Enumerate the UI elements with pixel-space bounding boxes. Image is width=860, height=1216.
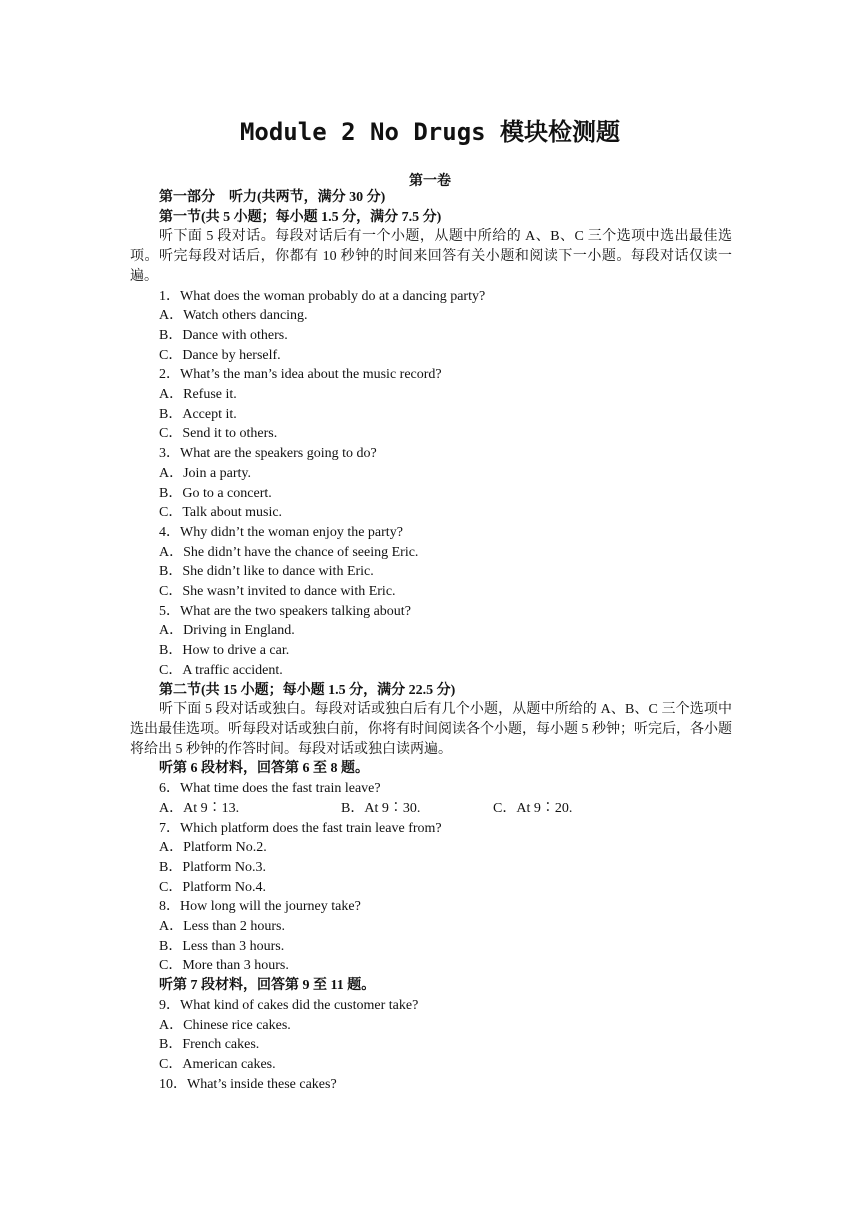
option-b: B．Platform No.3. xyxy=(159,859,266,875)
option-c: C．Platform No.4. xyxy=(159,879,266,895)
question-text: 9．What kind of cakes did the customer take? xyxy=(159,997,419,1013)
option-b: B．Go to a concert. xyxy=(159,485,272,501)
option-b: B．French cakes. xyxy=(159,1037,260,1053)
option-c: C．American cakes. xyxy=(159,1056,276,1072)
section-instructions: 听下面 5 段对话或独白。每段对话或独白后有几个小题，从题中所给的 A、B、C 三个选项中选出最佳选项。听每段对话或独白前，你将有时间阅读各个小题，每小题 5 秒钟；听完后，各小题将给出 5 秒钟的作答时间。每段对话或独白读两遍。 xyxy=(130,702,732,757)
option-c: C．She wasn’t invited to dance with Eric. xyxy=(159,584,396,600)
option-a: A．Platform No.2. xyxy=(159,840,267,856)
material-heading: 听第 7 段材料，回答第 9 至 11 题。 xyxy=(159,978,376,994)
option-b: B．She didn’t like to dance with Eric. xyxy=(159,564,374,580)
option-b: B．At 9∶30. xyxy=(341,800,421,816)
page-title: Module 2 No Drugs 模块检测题 xyxy=(239,118,621,146)
part-heading: 第一部分 听力(共两节，满分 30 分) xyxy=(159,190,386,205)
question-text: 4．Why didn’t the woman enjoy the party? xyxy=(159,524,403,540)
option-c: C．Talk about music. xyxy=(159,505,283,521)
question-text: 7．Which platform does the fast train leave from? xyxy=(159,820,442,836)
option-a: A．Join a party. xyxy=(159,465,252,481)
option-c: C．A traffic accident. xyxy=(159,662,283,678)
question-text: 8．How long will the journey take? xyxy=(159,899,361,915)
section-instructions: 听下面 5 段对话。每段对话后有一个小题，从题中所给的 A、B、C 三个选项中选出最佳选项。听完每段对话后，你都有 10 秒钟的时间来回答有关小题和阅读下一小题。每段对话仅读一遍。 xyxy=(130,229,732,284)
section-heading: 第一节(共 5 小题；每小题 1.5 分，满分 7.5 分) xyxy=(159,209,442,225)
option-b: B．Dance with others. xyxy=(159,327,288,343)
section-heading: 第二节(共 15 小题；每小题 1.5 分，满分 22.5 分) xyxy=(159,682,456,698)
option-a: A．Watch others dancing. xyxy=(159,308,308,324)
option-b: B．How to drive a car. xyxy=(159,643,290,659)
option-a: A．She didn’t have the chance of seeing Eric. xyxy=(159,544,419,560)
material-heading: 听第 6 段材料，回答第 6 至 8 题。 xyxy=(159,761,369,777)
question-text: 2．What’s the man’s idea about the music record? xyxy=(159,367,442,383)
option-a: A．Refuse it. xyxy=(159,387,237,403)
option-c: C．Send it to others. xyxy=(159,426,278,442)
option-c: C．More than 3 hours. xyxy=(159,958,289,974)
volume-heading: 第一卷 xyxy=(409,174,451,189)
option-row xyxy=(130,799,732,819)
option-a: A．At 9∶13. xyxy=(159,800,240,816)
question-text: 6．What time does the fast train leave? xyxy=(159,781,381,797)
option-c: C．At 9∶20. xyxy=(493,800,573,816)
option-a: A．Less than 2 hours. xyxy=(159,919,285,935)
option-a: A．Driving in England. xyxy=(159,623,295,639)
option-b: B．Accept it. xyxy=(159,406,237,422)
question-text: 3．What are the speakers going to do? xyxy=(159,446,377,462)
question-text: 1．What does the woman probably do at a dancing party? xyxy=(159,288,486,304)
option-a: A．Chinese rice cakes. xyxy=(159,1017,291,1033)
option-b: B．Less than 3 hours. xyxy=(159,938,285,954)
question-text: 5．What are the two speakers talking about? xyxy=(159,603,411,619)
question-text: 10．What’s inside these cakes? xyxy=(159,1076,337,1092)
option-c: C．Dance by herself. xyxy=(159,347,281,363)
document-body xyxy=(130,188,732,1094)
